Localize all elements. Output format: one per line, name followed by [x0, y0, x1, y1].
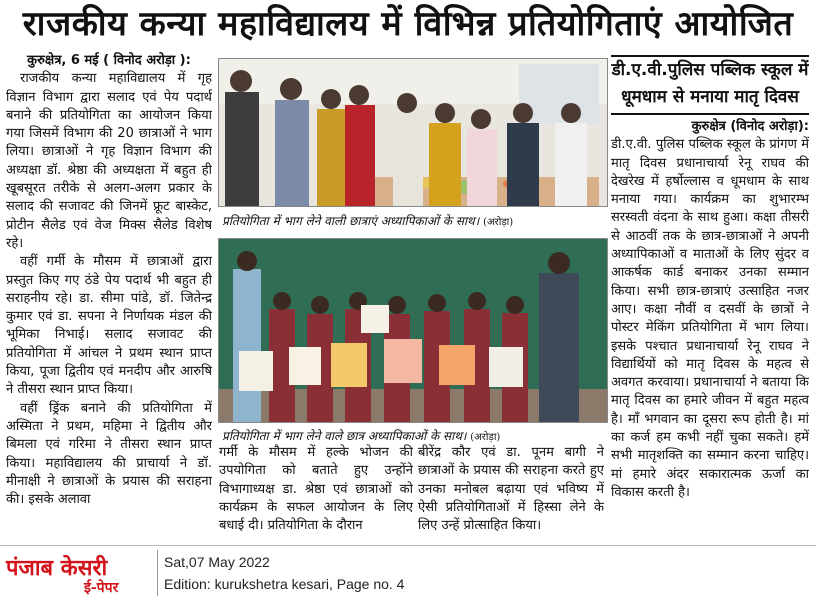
main-story-column [6, 52, 212, 545]
side-story-dateline: कुरुक्षेत्र (विनोद अरोड़ा): [691, 119, 809, 134]
main-story-paragraph: वहीं ड्रिंक बनाने की प्रतियोगिता में अस्मिता ने प्रथम, महिमा ने द्वितीय और बिमला एवं गरिमा ने तीसरा स्थान प्राप्त किया। महाविद्यालय की प्राचार्या ने डॉ. मीनाक्षी ने छात्राओं के प्रयास की सराहना की। इसके अलावा [6, 400, 212, 508]
footer-date: Sat,07 May 2022 [164, 554, 270, 570]
side-story-headline-line2: धूमधाम से मनाया मातृ दिवस [621, 87, 799, 107]
main-story-paragraph: राजकीय कन्या महाविद्यालय में गृह विज्ञान विभाग द्वारा सलाद एवं पेय पदार्थ बनाने की प्रतियोगिता का आयोजन किया गया जिसमें विभाग की 20 छात्राओं ने भाग लिया। छात्राओं ने गृह विज्ञान विभाग की अध्यक्षा डॉ. श्रेष्ठा की अध्यक्षता में बहुत ही खूबसूरत तरीके से अलग-अलग प्रकार के सलाद की सजावट की जिनमें फ्रूट बास्केट, प्रोटीन सैलेड एवं वेज मिक्स सैलेड विशेष रहे। [6, 71, 212, 251]
photo-salad-caption [222, 212, 606, 229]
main-story-continuation-a: गर्मी के मौसम में हल्के भोजन की उपयोगिता को बताते हुए उन्होंने विभागाध्यक्ष डा. श्रेष्ठा एवं छात्राओं को कार्यक्रम के सफल आयोजन के लिए बधाई दी। प्रतियोगिता के दौरान [219, 445, 413, 534]
photo-salad-competition-image [219, 59, 607, 206]
main-story-paragraph: वहीं गर्मी के मौसम में छात्राओं द्वारा प्रस्तुत किए गए ठंडे पेय पदार्थ भी बहुत ही सराहनीय रहे। डा. सीमा पांडे, डॉ. जितेन्द्र कुमार एवं डा. सपना ने निर्णायक मंडल की भूमिका निभाई। सलाद सजावट की प्रतियोगिता में आंचल ने प्रथम स्थान प्राप्त किया, पूजा द्वितीय एवं मनदीप और आरुषि ने तीसरा स्थान प्राप्त किया। [6, 254, 212, 398]
brand-logo-name: पंजाब केसरी [6, 555, 108, 581]
photo-mothers-day-caption [222, 427, 606, 444]
side-story-headline [611, 55, 809, 115]
photo-mothers-day-cards [218, 238, 608, 423]
brand-logo-sub: ई-पेपर [84, 580, 119, 596]
photo-mothers-day-caption-text: प्रतियोगिता में भाग लेने वाले छात्र अध्यापिकाओं के साथ। [222, 429, 467, 443]
headline: राजकीय कन्या महाविद्यालय में विभिन्न प्रतियोगिताएं आयोजित [22, 4, 794, 44]
footer-divider [157, 550, 158, 596]
photo-mothers-day-image [219, 239, 607, 422]
photo-salad-credit: (अरोड़ा) [483, 217, 514, 228]
photo-salad-caption-text: प्रतियोगिता में भाग लेने वाली छात्राएं अध्यापिकाओं के साथ। [222, 214, 480, 228]
side-story-column [611, 118, 809, 545]
side-story-body: डी.ए.वी. पुलिस पब्लिक स्कूल के प्रांगण में मातृ दिवस प्रधानाचार्या रेनू राघव की देखरेख में हर्षोल्लास व धूमधाम के साथ मनाया गया। कार्यक्रम का शुभारम्भ सरस्वती वंदना के साथ हुआ। कक्षा तीसरी से आठवीं तक के छात्र-छात्राओं ने अपनी अध्यापिकाओं व माताओं के लिए सुंदर व आकर्षक कार्ड बनाकर उनका सम्मान किया। सभी छात्र-छात्राएं उत्साहित नजर आए। कक्षा नौवीं व दसवीं के छात्रों ने पोस्टर मेकिंग प्रतियोगिता में भाग लिया। इसके पश्चात प्रधानाचार्या रेनू राघव ने विद्यार्थियों को मातृ दिवस के महत्व से अवगत करवाया। प्रधानाचार्या ने बताया कि मातृ दिवस का हमारे जीवन में बहुत महत्व है। माँ भगवान का दूसरा रूप होती है। मां का कर्ज हम कभी नहीं चुका सकते। हमें सभी मातृशक्ति का सम्मान करना चाहिए। मां हमारे अंदर सकारात्मक ऊर्जा का विकास करती है। [611, 137, 809, 500]
side-story-headline-line1: डी.ए.वी.पुलिस पब्लिक स्कूल में [611, 60, 809, 80]
main-story-continuation-b: बीरेंद्र कौर एवं डा. पूनम बागी ने छात्राओं के प्रयास की सराहना करते हुए उनका मनोबल बढ़ाया एवं भविष्य में ऐसी प्रतियोगिताओं में हिस्सा लेने के लिए उन्हें प्रोत्साहित किया। [418, 445, 604, 534]
photo-salad-competition [218, 58, 608, 207]
main-story-dateline: कुरुक्षेत्र, 6 मई ( विनोद अरोड़ा ): [27, 53, 191, 68]
footer-edition: Edition: kurukshetra kesari, Page no. 4 [164, 576, 405, 592]
photo-mothers-day-credit: (अरोड़ा) [470, 432, 501, 443]
